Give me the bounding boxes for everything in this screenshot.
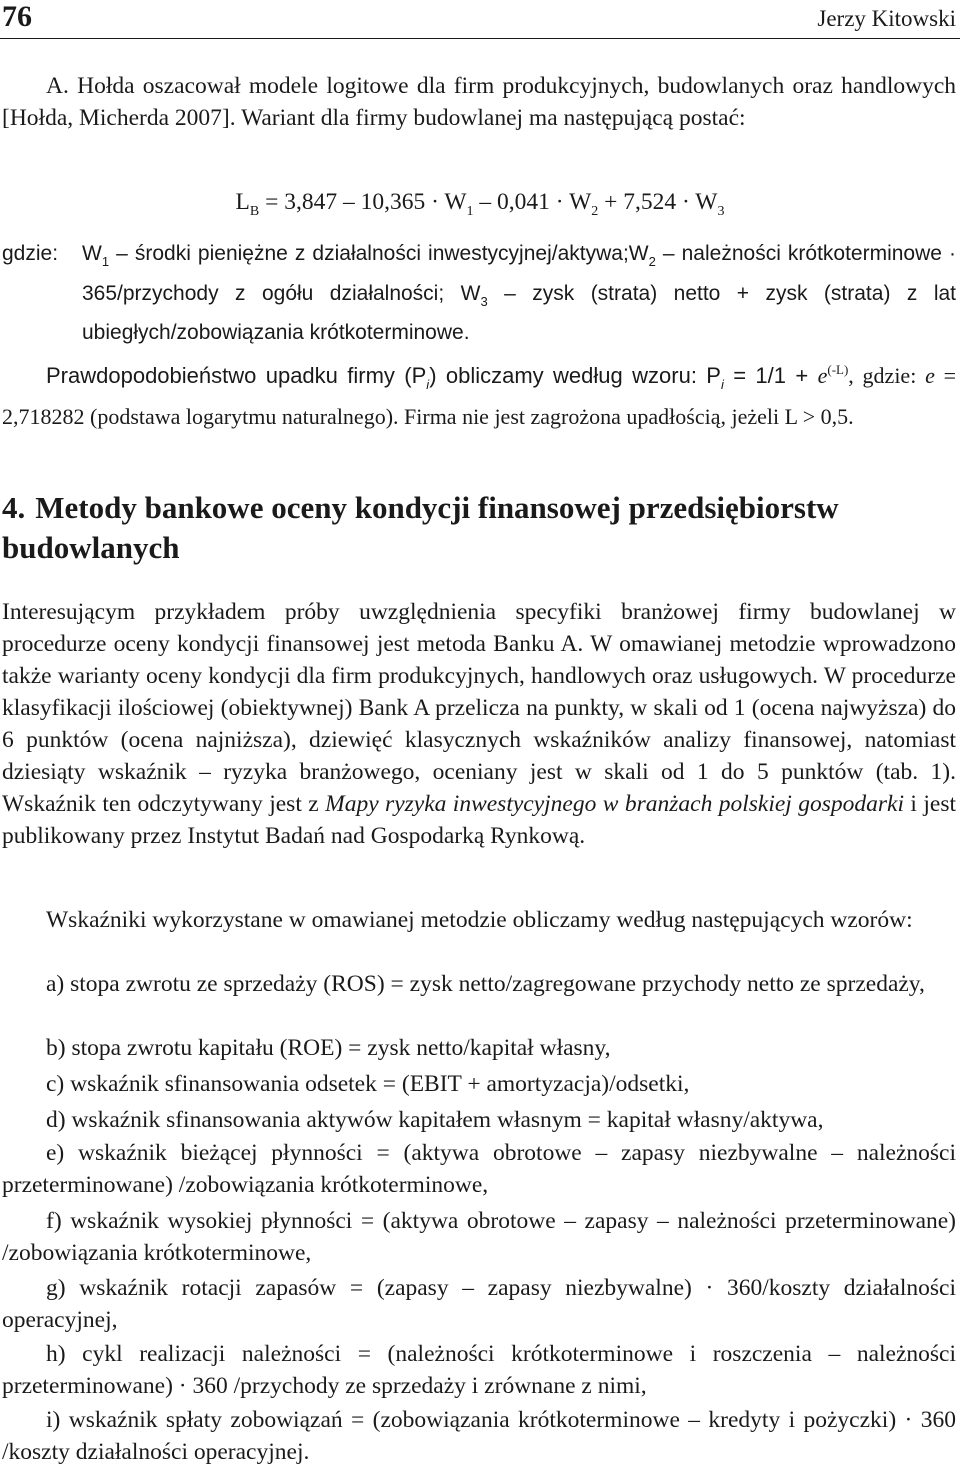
list-item: i) wskaźnik spłaty zobowiązań = (zobowiązania krótkoterminowe – kredyty i pożyczki) · 360 /koszty działalności operacyjnej. [2, 1407, 956, 1465]
formula-sub-1: 1 [466, 204, 474, 219]
prob-text-4: , gdzie: [848, 363, 926, 388]
list-item: a) stopa zwrotu ze sprzedaży (ROS) = zysk netto/zagregowane przychody netto ze sprzedaży, [46, 971, 925, 997]
prob-text-2: ) obliczamy według wzoru: P [429, 363, 721, 388]
formula-part-3: + 7,524 · W [598, 189, 718, 215]
list-item: c) wskaźnik sfinansowania odsetek = (EBIT + amortyzacja)/odsetki, [46, 1071, 690, 1097]
prob-text-3: = 1/1 + [723, 363, 818, 388]
prob-text-5: = 2,718282 (podstawa logarytmu naturalnego). Firma nie jest zagrożona upadłością, jeżeli L > 0,5. [2, 363, 956, 429]
indicators-intro: Wskaźniki wykorzystane w omawianej metodzie obliczamy według następujących wzorów: [46, 907, 913, 933]
def-w1: W [82, 242, 102, 265]
list-item: b) stopa zwrotu kapitału (ROE) = zysk netto/kapitał własny, [46, 1035, 611, 1061]
list-item: h) cykl realizacji należności = (należności krótkoterminowe i roszczenia – należności przeterminowane) · 360 /przychody ze sprzedaży i zrównane z nimi, [2, 1341, 956, 1399]
bank-method-text-end: i jest publikowany przez Instytut Badań nad Gospodarką Rynkową. [2, 791, 957, 849]
formula-lhs: L [235, 189, 250, 215]
definitions-label: gdzie: [2, 242, 59, 265]
bank-method-paragraph [2, 596, 956, 852]
prob-sup: (-L) [827, 362, 849, 377]
prob-e: e [817, 363, 828, 388]
definitions-text [82, 238, 956, 349]
intro-paragraph: A. Hołda oszacował modele logitowe dla firm produkcyjnych, budowlanych oraz handlowych [Hołda, Micherda 2007]. Wariant dla firmy budowlanej ma następującą postać: [2, 73, 956, 131]
formula-lhs-sub: B [249, 204, 260, 219]
prob-text-1: Prawdopodobieństwo upadku firmy (P [46, 363, 427, 388]
page-number: 76 [2, 0, 32, 33]
prob-sub-i-2: i [720, 377, 724, 392]
def-w2-text: – należności krótkoterminowe · 365/przychody z ogółu działalności; W [82, 242, 957, 305]
probability-paragraph [2, 354, 956, 432]
section-title: Metody bankowe oceny kondycji finansowej przedsiębiorstw budowlanych [2, 490, 839, 565]
prob-e2: e [925, 363, 935, 388]
def-w1-sub: 1 [101, 254, 110, 269]
def-w1-text: – środki pieniężne z działalności inwestycyjnej/aktywa;W [109, 242, 649, 265]
def-w3-sub: 3 [480, 293, 488, 309]
def-w3-text: – zysk (strata) netto + zysk (strata) z lat ubiegłych/zobowiązania krótkoterminowe. [82, 281, 957, 344]
list-item: d) wskaźnik sfinansowania aktywów kapitałem własnym = kapitał własny/aktywa, [46, 1107, 824, 1133]
formula-part-1: = 3,847 – 10,365 · W [259, 189, 467, 215]
list-item: e) wskaźnik bieżącej płynności = (aktywa obrotowe – zapasy niezbywalne – należności przeterminowane) /zobowiązania krótkoterminowe, [2, 1140, 956, 1198]
formula-part-2: – 0,041 · W [473, 189, 592, 215]
running-header-author: Jerzy Kitowski [817, 6, 956, 31]
def-w2-sub: 2 [648, 254, 656, 269]
section-number: 4. [2, 490, 26, 525]
page-header [0, 0, 960, 40]
list-item: f) wskaźnik wysokiej płynności = (aktywa obrotowe – zapasy – należności przeterminowane) /zobowiązania krótkoterminowe, [2, 1208, 956, 1266]
logit-formula [0, 186, 960, 228]
formula-definitions [2, 238, 956, 349]
list-item: g) wskaźnik rotacji zapasów = (zapasy – zapasy niezbywalne) · 360/koszty działalności operacyjnej, [2, 1275, 956, 1333]
section-heading [2, 488, 956, 568]
header-rule [0, 38, 960, 39]
prob-sub-i: i [426, 377, 430, 392]
bank-method-source-title: Mapy ryzyka inwestycyjnego w branżach polskiej gospodarki [325, 791, 905, 817]
formula-sub-2: 2 [591, 204, 599, 219]
bank-method-text: Interesującym przykładem próby uwzględnienia specyfiki branżowej firmy budowlanej w procedurze oceny kondycji finansowej jest metoda Banku A. W omawianej metodzie wprowadzono także warianty oceny kondycji dla firm produkcyjnych, handlowych oraz usługowych. W procedurze klasyfikacji ilościowej (obiektywnej) Bank A przelicza na punkty, w skali od 1 (ocena najwyższa) do 6 punktów (ocena najniższa), dziewięć klasycznych wskaźników analizy finansowej, natomiast dziesiąty wskaźnik – ryzyka branżowego, oceniany jest w skali od 1 do 5 punktów (tab. 1). Wskaźnik ten odczytywany jest z [2, 599, 956, 817]
formula-sub-3: 3 [717, 204, 725, 219]
